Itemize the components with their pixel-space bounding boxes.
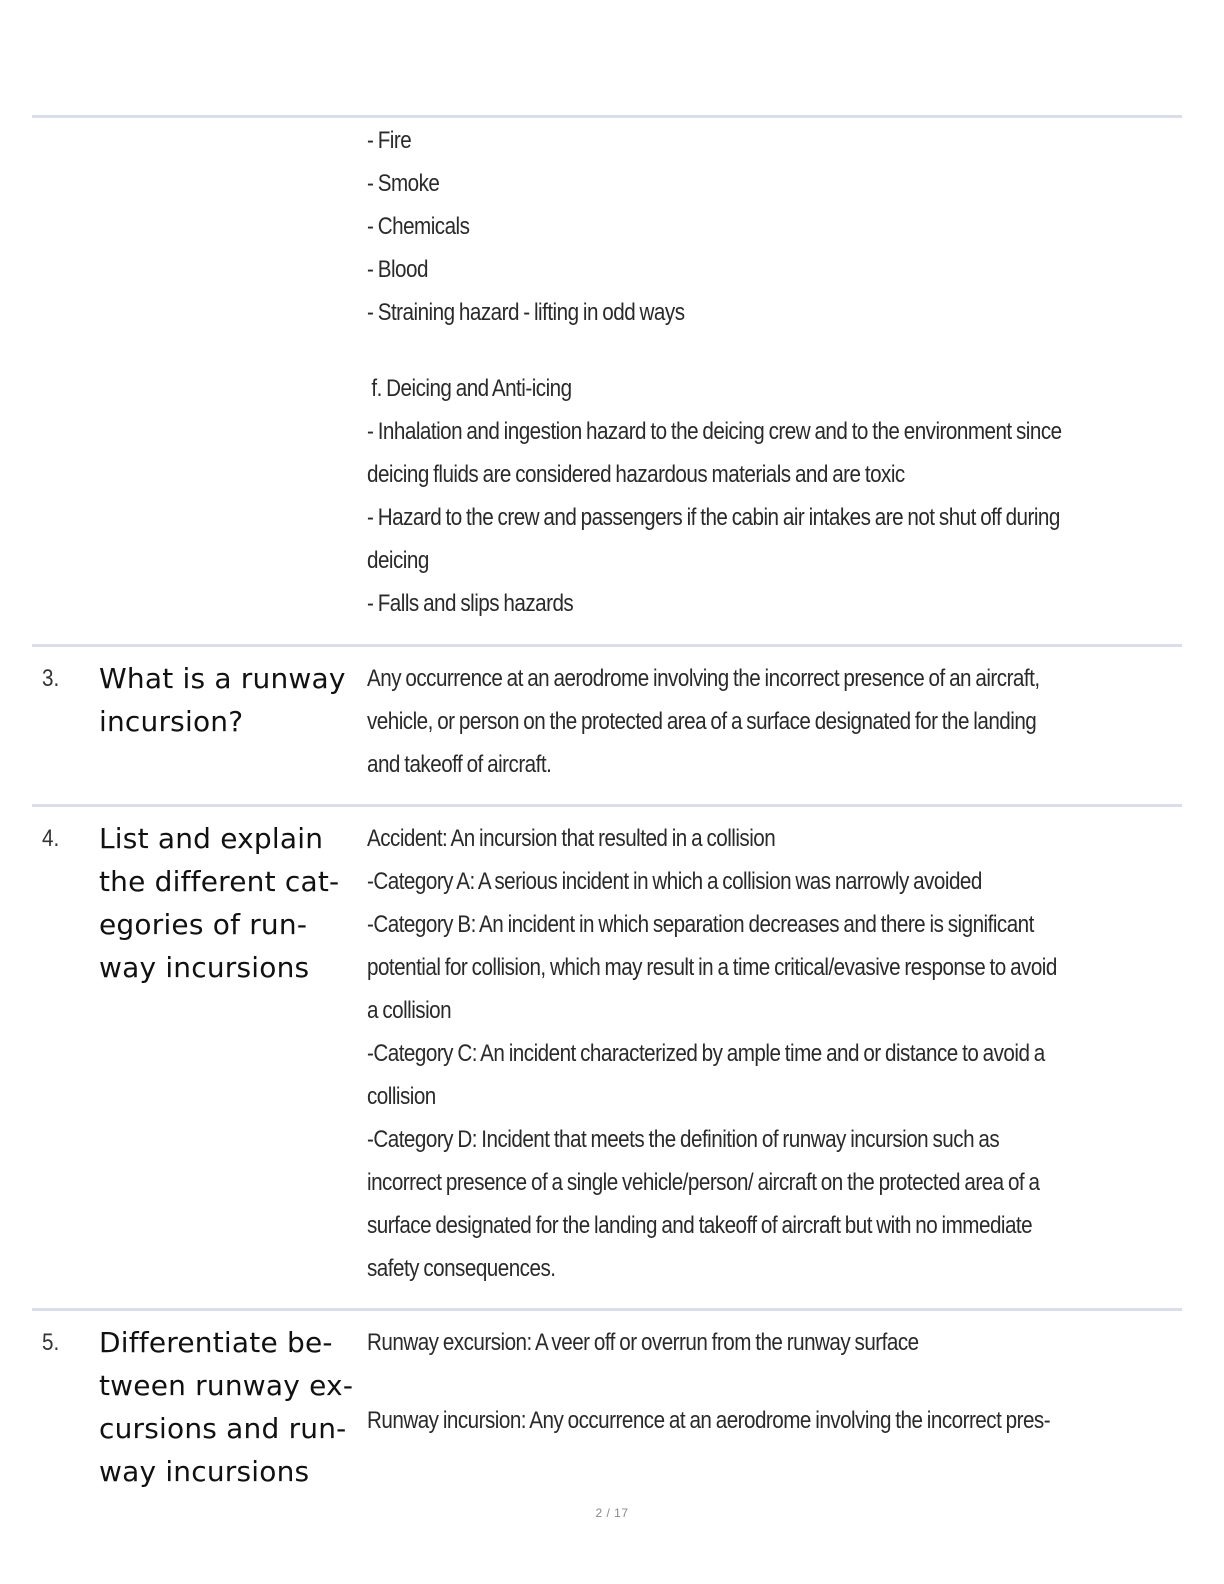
- question-text: [99, 1321, 361, 1493]
- answer-line: vehicle, or person on the protected area of a surface designated for the landing: [367, 708, 1037, 735]
- continued-answer: [367, 119, 1062, 625]
- answer-line: deicing fluids are considered hazardous materials and are toxic: [367, 461, 905, 488]
- paragraph-gap: [367, 334, 1055, 367]
- answer-line: - Inhalation and ingestion hazard to the deicing crew and to the environment since: [367, 418, 1062, 445]
- question-text: [99, 817, 361, 989]
- answer-line: a collision: [367, 997, 452, 1024]
- question-line: way incursions: [99, 951, 310, 984]
- row-divider: [32, 1308, 1182, 1311]
- answer-line: Runway excursion: A veer off or overrun from the runway surface: [367, 1329, 919, 1356]
- answer-text: [367, 817, 1055, 1290]
- question-line: List and explain: [99, 822, 324, 855]
- answer-line: -Category D: Incident that meets the definition of runway incursion such as: [367, 1126, 1000, 1153]
- answer-line: -Category B: An incident in which separation decreases and there is significant: [367, 911, 1034, 938]
- answer-line: - Smoke: [367, 170, 440, 197]
- question-line: incursion?: [99, 705, 244, 738]
- answer-line: Runway incursion: Any occurrence at an aerodrome involving the incorrect pres-: [367, 1407, 1051, 1434]
- page-number: 2 / 17: [595, 1506, 629, 1520]
- answer-line: -Category C: An incident characterized by ample time and or distance to avoid a: [367, 1040, 1045, 1067]
- answer-text: [367, 1321, 1055, 1442]
- answer-text: [367, 657, 1055, 786]
- question-line: tween runway ex-: [99, 1369, 354, 1402]
- question-line: way incursions: [99, 1455, 310, 1488]
- answer-line: collision: [367, 1083, 436, 1110]
- question-number: 3.: [42, 665, 60, 692]
- answer-line: - Hazard to the crew and passengers if the cabin air intakes are not shut off during: [367, 504, 1060, 531]
- question-text: [99, 657, 361, 743]
- answer-line: - Falls and slips hazards: [367, 590, 574, 617]
- answer-line: - Straining hazard - lifting in odd ways: [367, 299, 685, 326]
- row-divider: [32, 804, 1182, 807]
- answer-line: safety consequences.: [367, 1255, 556, 1282]
- answer-line: - Blood: [367, 256, 428, 283]
- answer-line: - Chemicals: [367, 213, 470, 240]
- paragraph-gap: [367, 1364, 1055, 1399]
- answer-line: deicing: [367, 547, 429, 574]
- answer-line: Accident: An incursion that resulted in a collision: [367, 825, 776, 852]
- answer-line: - Fire: [367, 127, 412, 154]
- answer-line: Any occurrence at an aerodrome involving the incorrect presence of an aircraft,: [367, 665, 1040, 692]
- subsection-title: f. Deicing and Anti-icing: [367, 375, 572, 402]
- question-line: the different cat-: [99, 865, 340, 898]
- question-line: Differentiate be-: [99, 1326, 333, 1359]
- question-number: 5.: [42, 1329, 60, 1356]
- row-divider: [32, 644, 1182, 647]
- question-line: cursions and run-: [99, 1412, 347, 1445]
- question-line: egories of run-: [99, 908, 308, 941]
- question-number: 4.: [42, 825, 60, 852]
- question-line: What is a runway: [99, 662, 346, 695]
- answer-line: potential for collision, which may result in a time critical/evasive response to avoid: [367, 954, 1057, 981]
- answer-line: -Category A: A serious incident in which a collision was narrowly avoided: [367, 868, 982, 895]
- answer-line: surface designated for the landing and takeoff of aircraft but with no immediate: [367, 1212, 1033, 1239]
- answer-line: and takeoff of aircraft.: [367, 751, 552, 778]
- answer-line: incorrect presence of a single vehicle/person/ aircraft on the protected area of a: [367, 1169, 1040, 1196]
- top-divider: [32, 115, 1182, 118]
